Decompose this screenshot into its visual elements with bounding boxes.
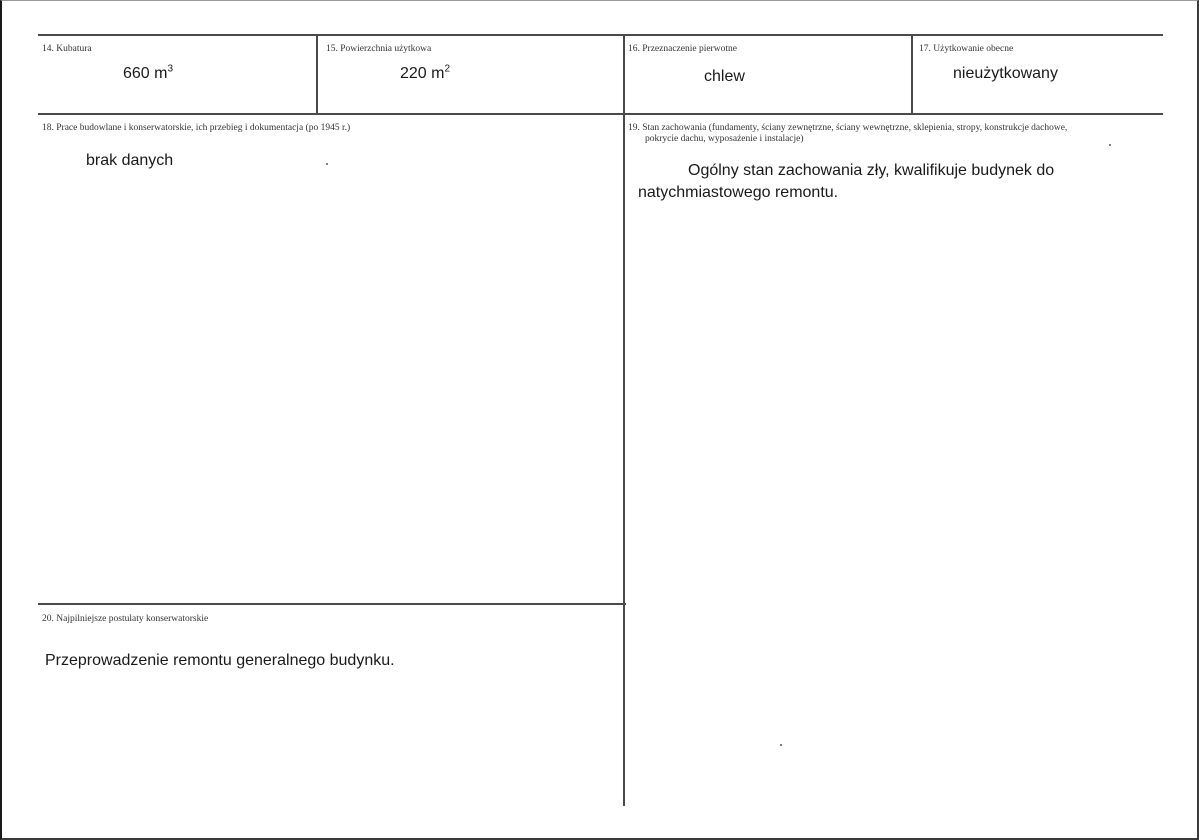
divider-16-17: [911, 34, 913, 115]
uzytkowanie-label: 17. Użytkowanie obecne: [919, 44, 1014, 54]
stan-value-line1: Ogólny stan zachowania zły, kwalifikuje budynek do: [688, 162, 1055, 179]
scan-speck: [326, 163, 328, 165]
kubatura-value-text: 660 m: [123, 65, 168, 82]
divider-15-16: [623, 34, 625, 806]
powierzchnia-label: 15. Powierzchnia użytkowa: [326, 44, 432, 54]
row1-bottom-rule: [38, 113, 1163, 115]
kubatura-exponent: 3: [167, 63, 174, 75]
postulaty-value: Przeprowadzenie remontu generalnego budynku.: [45, 652, 395, 669]
stan-value-line2: natychmiastowego remontu.: [638, 184, 839, 201]
przeznaczenie-label: 16. Przeznaczenie pierwotne: [628, 44, 737, 54]
prace-label: 18. Prace budowlane i konserwatorskie, ich przebieg i dokumentacja (po 1945 r.): [42, 123, 351, 133]
stan-label-line1: 19. Stan zachowania (fundamenty, ściany zewnętrzne, ściany wewnętrzne, sklepienia, stropy, konstrukcje dachowe,: [628, 123, 1068, 133]
uzytkowanie-value: nieużytkowany: [953, 65, 1058, 82]
kubatura-value: [123, 65, 173, 83]
powierzchnia-exponent: 2: [444, 63, 451, 75]
scan-speck: [780, 744, 782, 746]
divider-14-15: [316, 34, 318, 115]
kubatura-label: 14. Kubatura: [42, 44, 92, 54]
powierzchnia-value: [400, 65, 450, 83]
stan-label-line2: pokrycie dachu, wyposażenie i instalacje): [645, 134, 804, 144]
scan-speck: [1109, 144, 1111, 146]
postulaty-label: 20. Najpilniejsze postulaty konserwatorskie: [42, 614, 209, 624]
powierzchnia-value-text: 220 m: [400, 65, 445, 82]
przeznaczenie-value: chlew: [704, 68, 745, 85]
prace-value: brak danych: [86, 152, 174, 169]
top-rule: [38, 34, 1163, 36]
section18-bottom-rule: [38, 603, 626, 605]
